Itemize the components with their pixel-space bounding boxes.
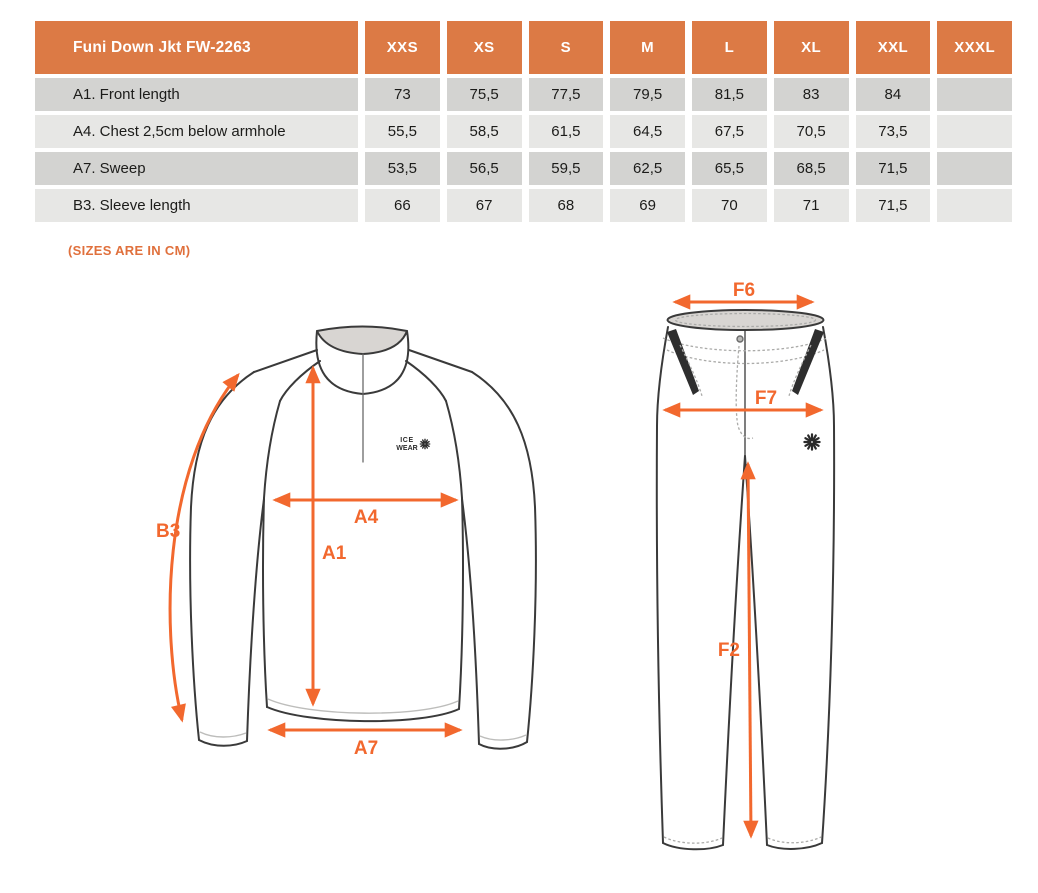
size-header-s: S — [529, 21, 604, 74]
cell-b3-s: 68 — [529, 189, 604, 222]
pants-left-pocket — [667, 329, 699, 395]
pants-button — [737, 336, 743, 342]
size-table — [35, 21, 1012, 222]
jacket-left-cuff — [199, 740, 247, 746]
jacket-right-cuff — [479, 742, 527, 749]
cell-a7-xxl: 71,5 — [856, 152, 931, 185]
units-note: (SIZES ARE IN CM) — [68, 243, 191, 258]
size-header-xxxl: XXXL — [937, 21, 1012, 74]
cell-a7-xxs: 53,5 — [365, 152, 440, 185]
jacket-right-cuff-stitch — [480, 735, 526, 740]
size-header-l: L — [692, 21, 767, 74]
jacket-logo-text-line1: ICE — [400, 437, 414, 444]
cell-b3-xxl: 71,5 — [856, 189, 931, 222]
measurement-a4-label: A4 — [353, 507, 379, 528]
cell-a4-xs: 58,5 — [447, 115, 522, 148]
size-header-xxl: XXL — [856, 21, 931, 74]
pants-left-outseam — [657, 327, 668, 843]
snowflake-icon — [420, 439, 429, 448]
cell-a4-s: 61,5 — [529, 115, 604, 148]
measurement-f2-arrow — [748, 464, 751, 836]
cell-a7-xs: 56,5 — [447, 152, 522, 185]
jacket-right-sleeve-outer — [472, 372, 536, 742]
row-label-a4: A4. Chest 2,5cm below armhole — [35, 115, 358, 148]
cell-a7-l: 65,5 — [692, 152, 767, 185]
cell-a1-l: 81,5 — [692, 78, 767, 111]
cell-b3-xxxl — [937, 189, 1012, 222]
measurement-b3-label: B3 — [156, 521, 181, 542]
cell-a1-xxl: 84 — [856, 78, 931, 111]
pants-left-cuff — [663, 843, 723, 849]
cell-a1-xs: 75,5 — [447, 78, 522, 111]
jacket-right-sleeve-inner — [462, 499, 479, 744]
row-label-a1: A1. Front length — [35, 78, 358, 111]
cell-b3-l: 70 — [692, 189, 767, 222]
cell-a1-xl: 83 — [774, 78, 849, 111]
jacket-left-sleeve-outer — [190, 372, 254, 740]
cell-a4-l: 67,5 — [692, 115, 767, 148]
measurement-a1-label: A1 — [322, 543, 347, 564]
jacket-left-sleeve-inner — [247, 499, 264, 741]
size-header-m: M — [610, 21, 685, 74]
cell-a7-xl: 68,5 — [774, 152, 849, 185]
cell-b3-xxs: 66 — [365, 189, 440, 222]
pants-diagram — [657, 280, 834, 849]
snowflake-icon — [804, 434, 819, 449]
pants-right-outseam — [822, 327, 834, 843]
cell-a4-xxxl — [937, 115, 1012, 148]
cell-b3-xl: 71 — [774, 189, 849, 222]
measurement-a7-label: A7 — [353, 738, 379, 759]
cell-a7-s: 59,5 — [529, 152, 604, 185]
cell-a7-xxxl — [937, 152, 1012, 185]
cell-a4-m: 64,5 — [610, 115, 685, 148]
cell-a4-xxs: 55,5 — [365, 115, 440, 148]
jacket-right-yoke — [406, 361, 446, 401]
row-label-a7: A7. Sweep — [35, 152, 358, 185]
size-header-xxs: XXS — [365, 21, 440, 74]
measurement-b3-arrow — [170, 375, 238, 720]
jacket-logo-text-line2: WEAR — [396, 445, 418, 452]
jacket-left-shoulder — [254, 350, 317, 372]
pants-right-cuff — [767, 843, 822, 849]
cell-a7-m: 62,5 — [610, 152, 685, 185]
measurement-f2-label: F2 — [717, 640, 740, 661]
size-header-xs: XS — [447, 21, 522, 74]
cell-a4-xl: 70,5 — [774, 115, 849, 148]
row-label-b3: B3. Sleeve length — [35, 189, 358, 222]
jacket-hem-stitch — [268, 699, 458, 713]
cell-a1-xxs: 73 — [365, 78, 440, 111]
jacket-body-left — [263, 498, 267, 707]
measurement-f6-label: F6 — [732, 280, 756, 301]
pants-left-cuff-stitch — [664, 837, 722, 843]
cell-a1-m: 79,5 — [610, 78, 685, 111]
jacket-right-raglan — [446, 401, 462, 498]
jacket-left-cuff-stitch — [200, 732, 246, 737]
cell-b3-xs: 67 — [447, 189, 522, 222]
pants-right-cuff-stitch — [768, 837, 821, 843]
cell-b3-m: 69 — [610, 189, 685, 222]
size-header-xl: XL — [774, 21, 849, 74]
jacket-body-right — [459, 498, 463, 709]
garment-diagrams — [0, 268, 1038, 893]
jacket-left-raglan — [264, 401, 280, 498]
product-title: Funi Down Jkt FW-2263 — [35, 21, 358, 74]
cell-a1-xxxl — [937, 78, 1012, 111]
pants-right-pocket — [792, 329, 824, 395]
cell-a4-xxl: 73,5 — [856, 115, 931, 148]
jacket-diagram — [156, 327, 536, 760]
measurement-f7-label: F7 — [754, 388, 778, 409]
cell-a1-s: 77,5 — [529, 78, 604, 111]
jacket-collar-opening — [317, 327, 407, 355]
jacket-right-shoulder — [409, 350, 472, 372]
